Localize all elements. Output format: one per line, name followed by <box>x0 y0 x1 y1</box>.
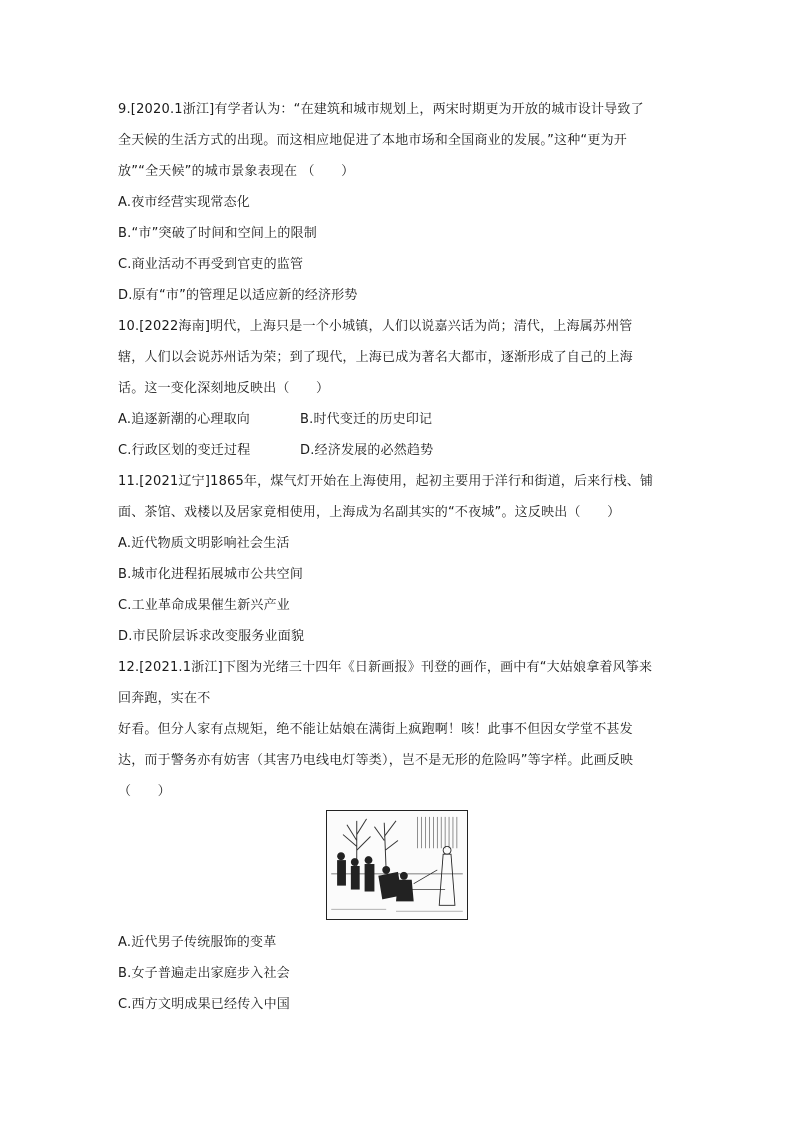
q10-option-d: D.经济发展的必然趋势 <box>300 443 434 458</box>
q12-stem-line-2: 回奔跑，实在不 <box>118 691 211 706</box>
q10-option-c: C.行政区划的变迁过程 <box>118 443 251 458</box>
q11-option-d: D.市民阶层诉求改变服务业面貌 <box>118 629 305 644</box>
q9-stem-line-1: 9.[2020.1浙江]有学者认为：“在建筑和城市规划上，两宋时期更为开放的城市设计导致了 <box>118 102 644 117</box>
q11-option-a: A.近代物质文明影响社会生活 <box>118 536 290 551</box>
newspaper-illustration <box>326 810 468 920</box>
q12-option-b: B.女子普遍走出家庭步入社会 <box>118 966 290 981</box>
q9-stem-line-2: 全天候的生活方式的出现。而这相应地促进了本地市场和全国商业的发展。”这种“更为开 <box>118 133 627 148</box>
q11-option-c: C.工业革命成果催生新兴产业 <box>118 598 291 613</box>
q12-stem-line-5: （ ） <box>118 784 171 799</box>
illustration-drawing <box>327 811 467 919</box>
q9-option-b: B.“市”突破了时间和空间上的限制 <box>118 226 317 241</box>
q10-option-row-2 <box>118 442 250 460</box>
q9-option-c: C.商业活动不再受到官吏的监管 <box>118 257 304 272</box>
q9-option-d: D.原有“市”的管理足以适应新的经济形势 <box>118 288 358 303</box>
q11-option-b: B.城市化进程拓展城市公共空间 <box>118 567 304 582</box>
q9-stem-line-3: 放”“全天候”的城市景象表现在 （ ） <box>118 164 355 179</box>
q10-option-b: B.时代变迁的历史印记 <box>300 412 433 427</box>
q11-stem-line-1: 11.[2021辽宁]1865年，煤气灯开始在上海使用，起初主要用于洋行和街道，后来行栈、铺 <box>118 474 654 489</box>
q10-option-a: A.追逐新潮的心理取向 <box>118 412 250 427</box>
q12-stem-line-4: 达，而于警务亦有妨害（其害乃电线电灯等类），岂不是无形的危险吗”等字样。此画反映 <box>118 753 634 768</box>
q10-stem-line-1: 10.[2022海南]明代，上海只是一个小城镇，人们以说嘉兴话为尚；清代，上海属苏州管 <box>118 319 633 334</box>
q12-stem-line-1: 12.[2021.1浙江]下图为光绪三十四年《日新画报》刊登的画作，画中有“大姑娘拿着风筝来 <box>118 660 653 675</box>
q12-option-a: A.近代男子传统服饰的变革 <box>118 935 277 950</box>
q11-stem-line-2: 面、茶馆、戏楼以及居家竟相使用，上海成为名副其实的“不夜城”。这反映出（ ） <box>118 505 621 520</box>
q10-stem-line-3: 话。这一变化深刻地反映出（ ） <box>118 381 330 396</box>
q9-option-a: A.夜市经营实现常态化 <box>118 195 250 210</box>
q10-stem-line-2: 辖，人们以会说苏州话为荣；到了现代，上海已成为著名大都市，逐渐形成了自己的上海 <box>118 350 633 365</box>
q10-option-row-1 <box>118 411 250 429</box>
q12-option-c: C.西方文明成果已经传入中国 <box>118 997 291 1012</box>
q12-stem-line-3: 好看。但分人家有点规矩，绝不能让姑娘在满街上疯跑啊！咳！此事不但因女学堂不甚发 <box>118 722 633 737</box>
